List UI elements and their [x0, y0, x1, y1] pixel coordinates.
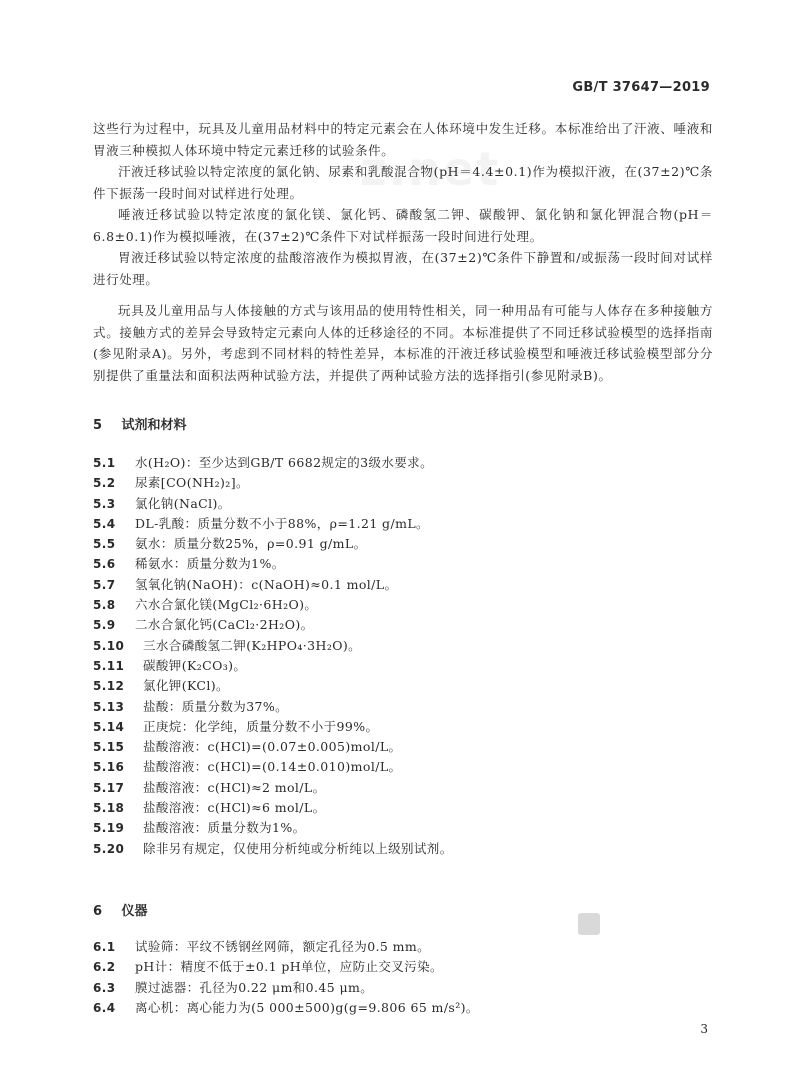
list-item	[93, 839, 713, 859]
intro-paragraph: 唾液迁移试验以特定浓度的氯化镁、氯化钙、磷酸氢二钾、碳酸钾、氯化钠和氯化钾混合物(pH＝6.8±0.1)作为模拟唾液，在(37±2)℃条件下对试样振荡一段时间进行处理。	[93, 207, 713, 244]
item-text: DL-乳酸：质量分数不小于88%，ρ=1.21 g/mL。	[135, 515, 429, 531]
intro-paragraph: 汗液迁移试验以特定浓度的氯化钠、尿素和乳酸混合物(pH＝4.4±0.1)作为模拟汗液，在(37±2)℃条件下振荡一段时间对试样进行处理。	[93, 164, 713, 201]
intro-paragraph: 玩具及儿童用品与人体接触的方式与该用品的使用特性相关，同一种用品有可能与人体存在多种接触方式。接触方式的差异会导致特定元素向人体的迁移途径的不同。本标准提供了不同迁移试验模型的选择指南(参见附录A)。另外，考虑到不同材料的特性差异，本标准的汗液迁移试验模型和唾液迁移试验模型部分分别提供了重量法和面积法两种试验方法，并提供了两种试验方法的选择指引(参见附录B)。	[93, 303, 713, 383]
item-number: 5.4	[93, 516, 116, 531]
item-text: 除非另有规定，仅使用分析纯或分析纯以上级别试剂。	[143, 840, 453, 856]
section-heading	[93, 900, 148, 919]
item-number: 5.7	[93, 577, 116, 592]
item-number: 5.10	[93, 638, 125, 653]
item-text: 盐酸溶液：质量分数为1%。	[143, 820, 306, 836]
item-number: 6.2	[93, 960, 116, 975]
item-number: 5.17	[93, 780, 125, 795]
item-text: 二水合氯化钙(CaCl₂·2H₂O)。	[135, 617, 314, 633]
list-item	[93, 937, 713, 957]
item-number: 5.11	[93, 658, 125, 673]
item-number: 5.16	[93, 760, 125, 775]
list-item	[93, 534, 713, 554]
item-text: 膜过滤器：孔径为0.22 μm和0.45 μm。	[135, 979, 374, 995]
item-text: 盐酸溶液：c(HCl)≈2 mol/L。	[143, 779, 326, 795]
item-text: 尿素[CO(NH₂)₂]。	[135, 475, 249, 491]
list-item	[93, 676, 713, 696]
reagent-list	[93, 453, 713, 859]
item-text: pH计：精度不低于±0.1 pH单位，应防止交叉污染。	[135, 959, 443, 975]
item-text: 氯化钾(KCl)。	[143, 678, 229, 694]
list-item	[93, 978, 713, 998]
item-number: 5.8	[93, 598, 116, 613]
item-text: 正庚烷：化学纯，质量分数不小于99%。	[143, 718, 379, 734]
item-text: 盐酸溶液：c(HCl)=(0.14±0.010)mol/L。	[143, 759, 402, 775]
list-item	[93, 636, 713, 656]
list-item	[93, 575, 713, 595]
item-text: 离心机：离心能力为(5 000±500)g(g=9.806 65 m/s²)。	[135, 999, 479, 1015]
list-item	[93, 514, 713, 534]
item-text: 试验筛：平纹不锈钢丝网筛，额定孔径为0.5 mm。	[135, 939, 431, 954]
item-text: 水(H₂O)：至少达到GB/T 6682规定的3级水要求。	[135, 455, 433, 470]
section-number: 5	[93, 418, 103, 433]
intro-paragraph: 这些行为过程中，玩具及儿童用品材料中的特定元素会在人体环境中发生迁移。本标准给出了汗液、唾液和胃液三种模拟人体环境中特定元素迁移的试验条件。	[93, 121, 713, 158]
item-text: 盐酸溶液：c(HCl)=(0.07±0.005)mol/L。	[143, 739, 402, 755]
list-item	[93, 717, 713, 737]
list-item	[93, 737, 713, 757]
section-title: 仪器	[121, 904, 148, 919]
item-text: 稀氨水：质量分数为1%。	[135, 556, 285, 572]
list-item	[93, 615, 713, 635]
scan-mark	[578, 913, 600, 935]
watermark: z.net	[360, 142, 501, 196]
intro-text	[93, 118, 713, 386]
list-item	[93, 656, 713, 676]
list-item	[93, 595, 713, 615]
item-number: 6.4	[93, 1000, 116, 1015]
page-number: 3	[700, 1022, 708, 1036]
item-text: 氯化钠(NaCl)。	[135, 495, 231, 511]
item-number: 5.15	[93, 740, 125, 755]
item-number: 6.3	[93, 980, 116, 995]
intro-paragraph: 胃液迁移试验以特定浓度的盐酸溶液作为模拟胃液，在(37±2)℃条件下静置和/或振荡一段时间对试样进行处理。	[93, 250, 713, 287]
section-heading	[93, 414, 187, 433]
item-number: 5.2	[93, 476, 116, 491]
item-number: 5.14	[93, 719, 125, 734]
item-text: 三水合磷酸氢二钾(K₂HPO₄·3H₂O)。	[143, 637, 362, 653]
standard-code: GB/T 37647—2019	[572, 80, 710, 95]
item-number: 5.18	[93, 801, 125, 816]
item-number: 5.20	[93, 841, 125, 856]
list-item	[93, 798, 713, 818]
apparatus-list	[93, 937, 713, 1018]
section-title: 试剂和材料	[121, 418, 187, 433]
item-text: 盐酸：质量分数为37%。	[143, 698, 289, 714]
item-text: 氨水：质量分数25%，ρ=0.91 g/mL。	[135, 536, 367, 552]
list-item	[93, 494, 713, 514]
item-number: 5.13	[93, 699, 125, 714]
list-item	[93, 757, 713, 777]
item-text: 盐酸溶液：c(HCl)≈6 mol/L。	[143, 800, 326, 816]
item-number: 5.1	[93, 456, 116, 470]
item-number: 5.12	[93, 679, 125, 694]
item-text: 碳酸钾(K₂CO₃)。	[143, 657, 247, 673]
item-number: 5.19	[93, 821, 125, 836]
section-number: 6	[93, 904, 103, 919]
item-number: 5.3	[93, 496, 116, 511]
item-text: 氢氧化钠(NaOH)：c(NaOH)≈0.1 mol/L。	[135, 576, 398, 592]
item-number: 5.9	[93, 618, 116, 633]
list-item	[93, 998, 713, 1018]
item-number: 5.6	[93, 557, 116, 572]
list-item	[93, 697, 713, 717]
list-item	[93, 554, 713, 574]
list-item	[93, 473, 713, 493]
list-item	[93, 778, 713, 798]
list-item	[93, 957, 713, 977]
list-item	[93, 818, 713, 838]
list-item	[93, 453, 713, 473]
item-number: 6.1	[93, 940, 116, 954]
item-text: 六水合氯化镁(MgCl₂·6H₂O)。	[135, 597, 318, 613]
item-number: 5.5	[93, 537, 116, 552]
